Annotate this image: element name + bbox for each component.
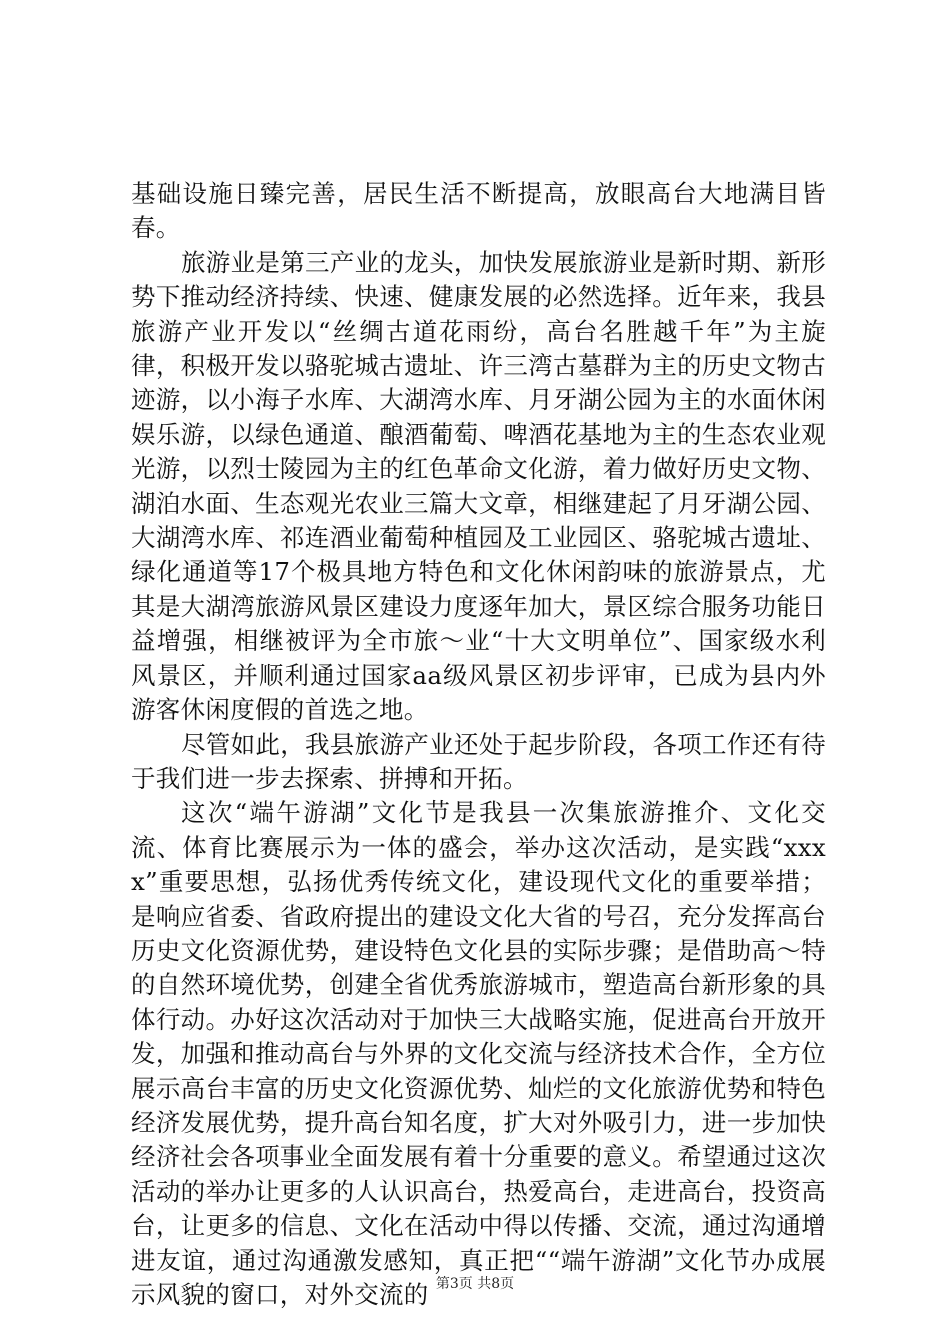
- document-body: [131, 177, 826, 1312]
- paragraph-3: 尽管如此，我县旅游产业还处于起步阶段，各项工作还有待于我们进一步去探索、拼搏和开拓。: [131, 729, 826, 793]
- paragraph-4: 这次“端午游湖”文化节是我县一次集旅游推介、文化交流、体育比赛展示为一体的盛会，举办这次活动，是实践“xxxx”重要思想，弘扬优秀传统文化，建设现代文化的重要举措；是响应省委、省政府提出的建设文化大省的号召，充分发挥高台历史文化资源优势，建设特色文化县的实际步骤；是借助高～特的自然环境优势，创建全省优秀旅游城市，塑造高台新形象的具体行动。办好这次活动对于加快三大战略实施，促进高台开放开发，加强和推动高台与外界的文化交流与经济技术合作，全方位展示高台丰富的历史文化资源优势、灿烂的文化旅游优势和特色经济发展优势，提升高台知名度，扩大对外吸引力，进一步加快经济社会各项事业全面发展有着十分重要的意义。希望通过这次活动的举办让更多的人认识高台，热爱高台，走进高台，投资高台，让更多的信息、文化在活动中得以传播、交流，通过沟通增进友谊，通过沟通激发感知，真正把““端午游湖”文化节办成展示风貌的窗口，对外交流的: [131, 798, 826, 1309]
- paragraph-1: 基础设施日臻完善，居民生活不断提高，放眼高台大地满目皆春。: [131, 179, 826, 243]
- paragraph-2: 旅游业是第三产业的龙头，加快发展旅游业是新时期、新形势下推动经济持续、快速、健康发展的必然选择。近年来，我县旅游产业开发以“丝绸古道花雨纷，高台名胜越千年”为主旋律，积极开发以骆驼城古遗址、许三湾古墓群为主的历史文物古迹游，以小海子水库、大湖湾水库、月牙湖公园为主的水面休闲娱乐游，以绿色通道、酿酒葡萄、啤酒花基地为主的生态农业观光游，以烈士陵园为主的红色革命文化游，着力做好历史文物、湖泊水面、生态观光农业三篇大文章，相继建起了月牙湖公园、大湖湾水库、祁连酒业葡萄种植园及工业园区、骆驼城古遗址、绿化通道等17个极具地方特色和文化休闲韵味的旅游景点，尤其是大湖湾旅游风景区建设力度逐年加大，景区综合服务功能日益增强，相继被评为全市旅～业“十大文明单位”、国家级水利风景区，并顺利通过国家aa级风景区初步评审，已成为县内外游客休闲度假的首选之地。: [131, 247, 826, 725]
- page-number-footer: 第3页 共8页: [435, 1276, 515, 1292]
